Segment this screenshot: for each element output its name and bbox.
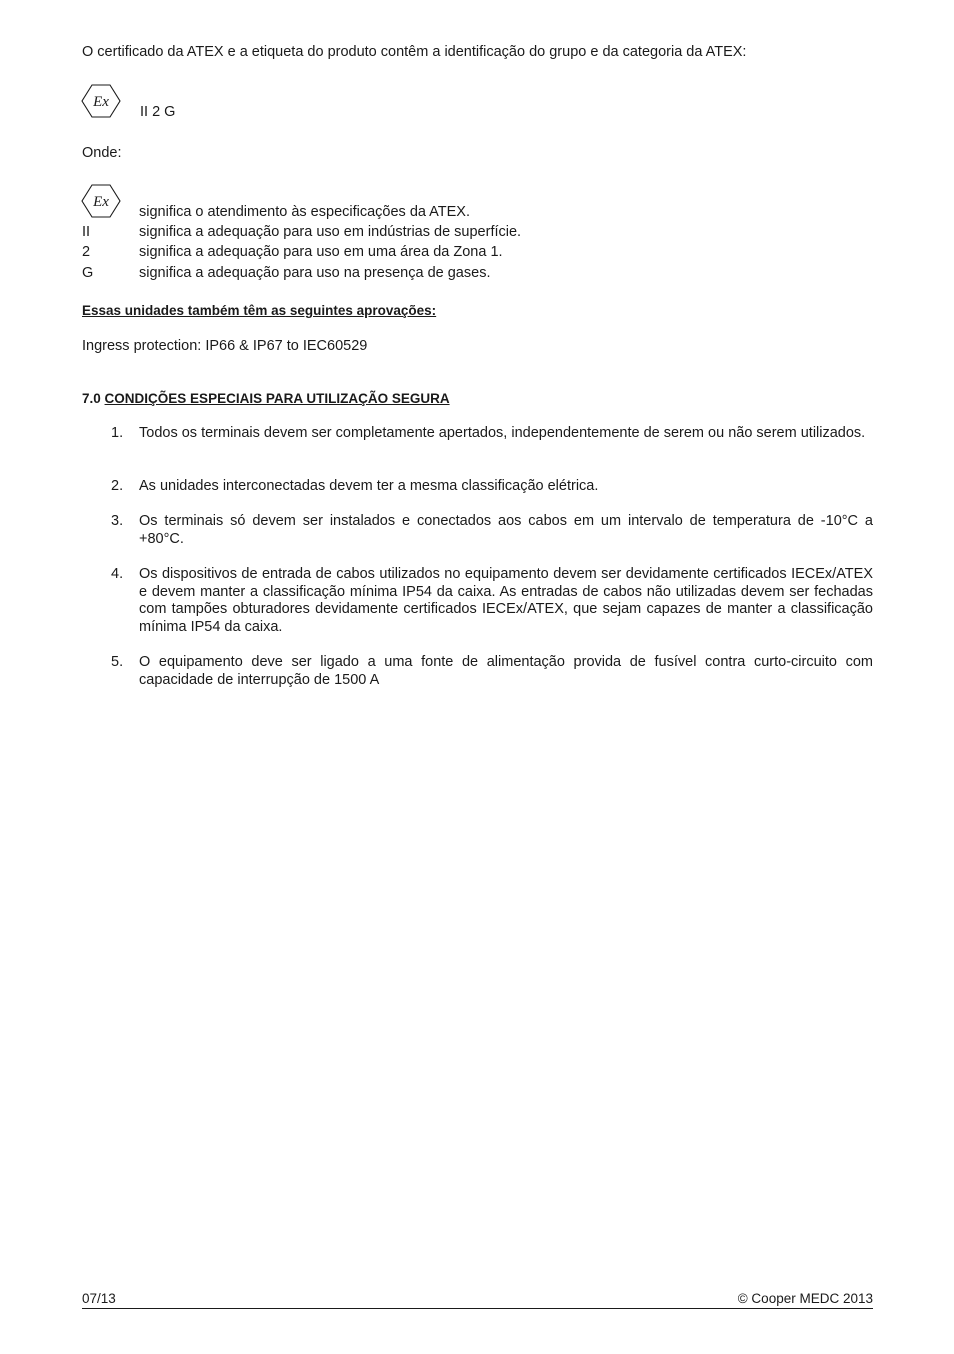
list-item-number: 2. (111, 478, 124, 494)
marking-code: II 2 G (140, 104, 176, 120)
definition-text: significa a adequação para uso em uma área da Zona 1. (139, 244, 503, 260)
svg-text:Ex: Ex (93, 94, 109, 110)
footer-date: 07/13 (82, 1291, 116, 1306)
definition-key: G (82, 265, 94, 281)
definition-key: 2 (82, 244, 91, 260)
svg-text:Ex: Ex (93, 194, 109, 210)
ex-hexagon-icon (81, 84, 121, 118)
definition-text: significa o atendimento às especificações da ATEX. (139, 204, 471, 220)
list-item-number: 3. (111, 513, 124, 529)
list-item-text: O equipamento deve ser ligado a uma fonte de alimentação provida de fusível contra curto-circuito com capacidade de interrupção de 1500 A (139, 654, 873, 688)
list-item-text: As unidades interconectadas devem ter a mesma classificação elétrica. (139, 478, 599, 494)
section-title: CONDIÇÕES ESPECIAIS PARA UTILIZAÇÃO SEGURA (104, 391, 450, 406)
approvals-text: Ingress protection: IP66 & IP67 to IEC60529 (82, 338, 368, 354)
section-number: 7.0 (82, 391, 101, 406)
intro-text: O certificado da ATEX e a etiqueta do produto contêm a identificação do grupo e da categoria da ATEX: (82, 44, 747, 60)
definition-key: II (82, 224, 91, 240)
approvals-heading: Essas unidades também têm as seguintes aprovações: (82, 303, 437, 318)
section-heading (82, 390, 450, 408)
onde-label: Onde: (82, 145, 122, 161)
definition-text: significa a adequação para uso em indústrias de superfície. (139, 224, 522, 240)
footer-copyright: © Cooper MEDC 2013 (737, 1291, 873, 1306)
list-item-text: Os terminais só devem ser instalados e conectados aos cabos em um intervalo de temperatura de -10°C a +80°C. (139, 513, 873, 547)
list-item-text: Os dispositivos de entrada de cabos utilizados no equipamento devem ser devidamente certificados IECEx/ATEX e devem manter a classificação mínima IP54 da caixa. As entradas de cabos não utilizadas devem ser fechadas com tampões obturadores devidamente certificados IECEx/ATEX, que sejam capazes de manter a classificação mínima IP54 da caixa. (139, 566, 873, 635)
definition-text: significa a adequação para uso na presença de gases. (139, 265, 491, 281)
list-item-text: Todos os terminais devem ser completamente apertados, independentemente de serem ou não serem utilizados. (139, 425, 866, 441)
ex-hexagon-icon (81, 184, 121, 218)
list-item-number: 4. (111, 566, 124, 582)
list-item-number: 1. (111, 425, 124, 441)
list-item-number: 5. (111, 654, 124, 670)
footer-divider (82, 1308, 873, 1309)
